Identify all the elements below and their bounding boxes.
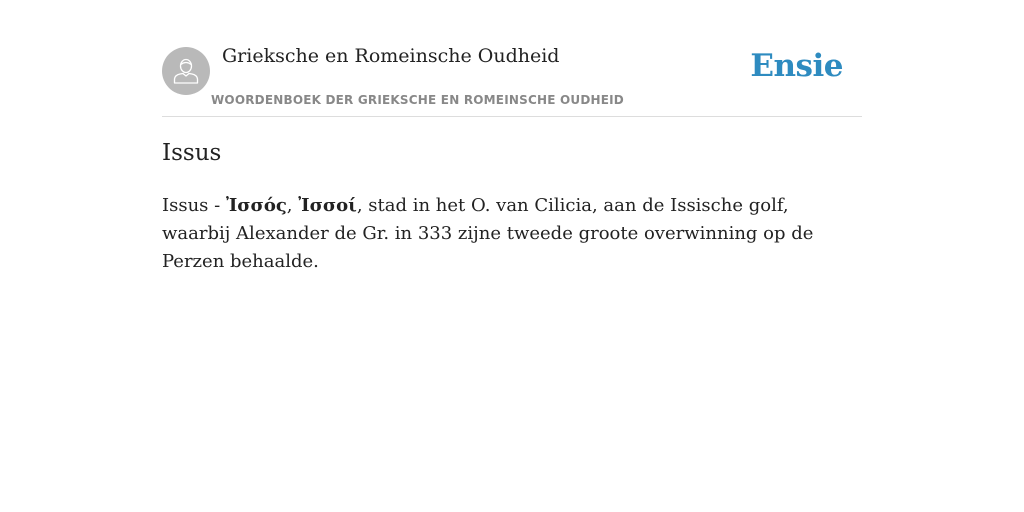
header bbox=[162, 0, 862, 117]
avatar[interactable] bbox=[162, 47, 210, 95]
entry-title: Issus bbox=[162, 140, 222, 166]
entry-lead: Issus - bbox=[162, 195, 226, 216]
greek-term-1: Ἰσσός bbox=[225, 195, 287, 216]
greek-term-2: Ἰσσοί bbox=[298, 195, 357, 216]
entry-text: , stad in het O. van Cilicia, aan de Issische golf, waarbij Alexander de Gr. in 333 zijne tweede groote overwinning op de Perzen behaalde. bbox=[162, 195, 814, 272]
user-icon bbox=[171, 56, 201, 86]
page-container bbox=[162, 0, 862, 272]
entry-body bbox=[162, 192, 862, 276]
entry-separator: , bbox=[286, 195, 299, 216]
ensie-logo[interactable]: Ensie bbox=[750, 48, 843, 84]
site-subtitle: WOORDENBOEK DER GRIEKSCHE EN ROMEINSCHE OUDHEID bbox=[211, 93, 624, 107]
site-name-link[interactable]: Grieksche en Romeinsche Oudheid bbox=[222, 45, 560, 67]
